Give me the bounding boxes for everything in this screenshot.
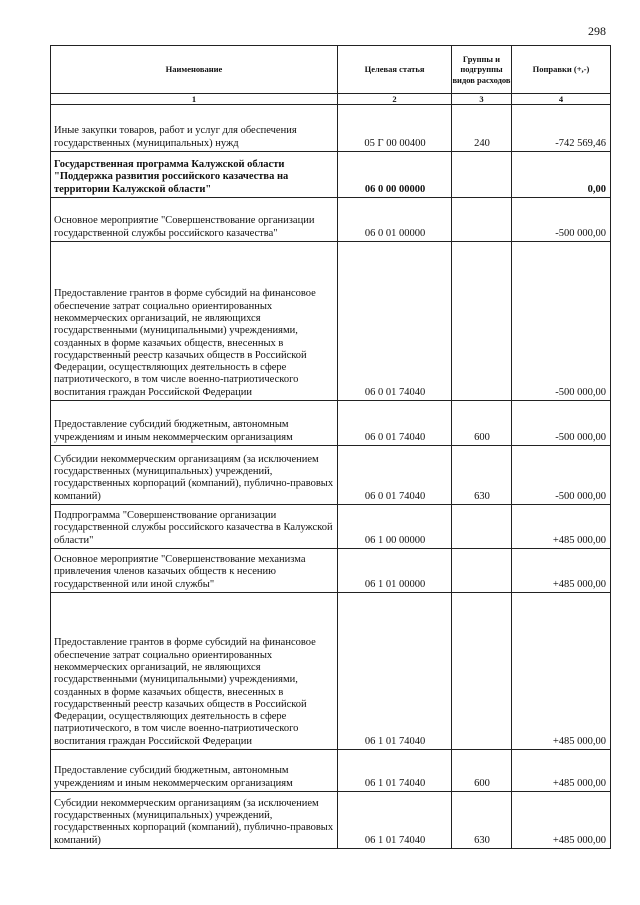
row-target-article: 06 1 01 74040: [338, 593, 452, 750]
row-target-article: 06 0 01 00000: [338, 198, 452, 242]
row-target-article: 06 1 01 74040: [338, 750, 452, 792]
row-amount: -500 000,00: [512, 198, 611, 242]
row-amount: 0,00: [512, 152, 611, 198]
row-name: Государственная программа Калужской области "Поддержка развития российского казачества на территории Калужской области": [51, 152, 338, 198]
row-group: [452, 505, 512, 549]
row-target-article: 05 Г 00 00400: [338, 105, 452, 152]
row-target-article: 06 1 01 00000: [338, 549, 452, 593]
table-row: [51, 105, 611, 152]
table-row: [51, 505, 611, 549]
budget-amendments-table: [50, 45, 611, 849]
header-target-article: Целевая статья: [338, 46, 452, 94]
table-row: [51, 792, 611, 849]
row-amount: +485 000,00: [512, 549, 611, 593]
row-target-article: 06 1 00 00000: [338, 505, 452, 549]
header-amendments: Поправки (+,-): [512, 46, 611, 94]
row-amount: -500 000,00: [512, 446, 611, 505]
row-amount: -500 000,00: [512, 242, 611, 401]
row-group: [452, 242, 512, 401]
row-group: [452, 152, 512, 198]
row-amount: +485 000,00: [512, 750, 611, 792]
row-name: Предоставление грантов в форме субсидий на финансовое обеспечение затрат социально ориентированных некоммерческих организаций, не являющихся государственными (муниципальными) учреждениями, созданных в форме казачьих обществ, внесенных в государственный реестр казачьих обществ в Российской Федерации, осуществляющих деятельность в сфере патриотического, в том числе военно-патриотического воспитания граждан Российской Федерации: [51, 593, 338, 750]
table-row: [51, 446, 611, 505]
row-name: Подпрограмма "Совершенствование организации государственной службы российского казачества в Калужской области": [51, 505, 338, 549]
row-amount: -742 569,46: [512, 105, 611, 152]
row-amount: +485 000,00: [512, 505, 611, 549]
header-groups: Группы и подгруппы видов расходов: [452, 46, 512, 94]
row-name: Субсидии некоммерческим организациям (за исключением государственных (муниципальных) учреждений, государственных корпораций (компаний), публично-правовых компаний): [51, 792, 338, 849]
header-name: Наименование: [51, 46, 338, 94]
row-name: Субсидии некоммерческим организациям (за исключением государственных (муниципальных) учреждений, государственных корпораций (компаний), публично-правовых компаний): [51, 446, 338, 505]
row-target-article: 06 0 01 74040: [338, 446, 452, 505]
row-amount: -500 000,00: [512, 401, 611, 446]
table-header-row: [51, 46, 611, 94]
row-name: Основное мероприятие "Совершенствование организации государственной службы российского казачества": [51, 198, 338, 242]
table-row: [51, 549, 611, 593]
column-number: 2: [338, 94, 452, 105]
row-group: 600: [452, 401, 512, 446]
row-group: 630: [452, 446, 512, 505]
row-amount: +485 000,00: [512, 593, 611, 750]
table-row: [51, 242, 611, 401]
column-number-row: [51, 94, 611, 105]
row-target-article: 06 0 01 74040: [338, 401, 452, 446]
table-row: [51, 750, 611, 792]
row-target-article: 06 1 01 74040: [338, 792, 452, 849]
row-name: Предоставление грантов в форме субсидий на финансовое обеспечение затрат социально ориентированных некоммерческих организаций, не являющихся государственными (муниципальными) учреждениями, созданных в форме казачьих обществ, внесенных в государственный реестр казачьих обществ в Российской Федерации, осуществляющих деятельность в сфере патриотического, в том числе военно-патриотического воспитания граждан Российской Федерации: [51, 242, 338, 401]
row-target-article: 06 0 00 00000: [338, 152, 452, 198]
row-group: [452, 549, 512, 593]
column-number: 4: [512, 94, 611, 105]
row-group: 630: [452, 792, 512, 849]
row-group: 600: [452, 750, 512, 792]
row-name: Основное мероприятие "Совершенствование механизма привлечения членов казачьих обществ к несению государственной или иной службы": [51, 549, 338, 593]
table-row: [51, 198, 611, 242]
table-row: [51, 593, 611, 750]
row-group: [452, 593, 512, 750]
row-name: Иные закупки товаров, работ и услуг для обеспечения государственных (муниципальных) нужд: [51, 105, 338, 152]
column-number: 3: [452, 94, 512, 105]
row-name: Предоставление субсидий бюджетным, автономным учреждениям и иным некоммерческим организациям: [51, 401, 338, 446]
row-group: 240: [452, 105, 512, 152]
row-target-article: 06 0 01 74040: [338, 242, 452, 401]
page-number: 298: [588, 24, 606, 38]
row-amount: +485 000,00: [512, 792, 611, 849]
table-row: [51, 152, 611, 198]
column-number: 1: [51, 94, 338, 105]
row-name: Предоставление субсидий бюджетным, автономным учреждениям и иным некоммерческим организациям: [51, 750, 338, 792]
row-group: [452, 198, 512, 242]
table-row: [51, 401, 611, 446]
